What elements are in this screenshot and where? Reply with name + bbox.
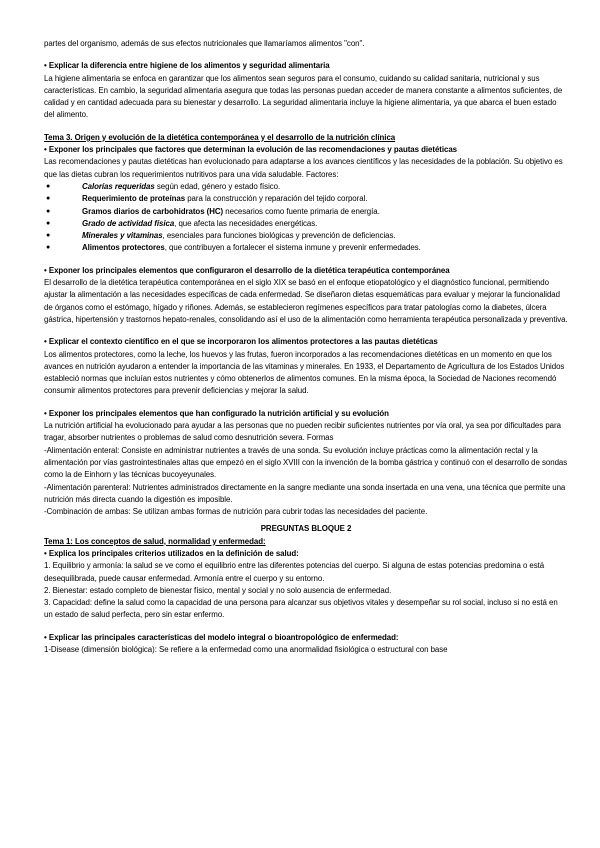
- answer-paragraph: Las recomendaciones y pautas dietéticas han evolucionado para adaptarse a los avances científicos y las necesidades de la población. Su objetivo es que las dietas cubran los requerimientos nutritivos para una vida saludable. Factores:: [44, 157, 563, 179]
- factor-text: , esenciales para funciones biológicas y prevención de deficiencias.: [162, 231, 396, 241]
- factor-term: Calorías requeridas: [82, 181, 155, 191]
- factor-text: , que afecta las necesidades energéticas.: [174, 218, 318, 228]
- factor-term: Requerimiento de proteínas: [82, 194, 186, 204]
- factors-list: [44, 181, 568, 255]
- question-heading: • Explicar las principales características del modelo integral o bioantropológico de enfermedad:: [44, 632, 399, 642]
- list-item: [44, 206, 568, 218]
- answer-paragraph: La nutrición artificial ha evolucionado para ayudar a las personas que no pueden recibir suficientes nutrientes por vía oral, ya sea por dificultades para tragar, absorber nutrientes o problemas de salud como desnutrición severa. Formas: [44, 421, 561, 443]
- factor-term: Minerales y vitaminas: [82, 231, 163, 241]
- factor-text: , que contribuyen a fortalecer el sistema inmune y prevenir enfermedades.: [164, 243, 421, 253]
- factor-text: necesarios como fuente primaria de energía.: [223, 206, 380, 216]
- factor-term: Alimentos protectores: [82, 243, 165, 253]
- document-page: [44, 38, 568, 656]
- model-point-1: [44, 644, 568, 656]
- model-text: : Se refiere a la enfermedad como una anormalidad fisiológica o estructural con base: [154, 645, 448, 655]
- section-heading-tema1: Tema 1: Los conceptos de salud, normalidad y enfermedad:: [44, 536, 266, 546]
- factor-text: según edad, género y estado físico.: [154, 181, 281, 191]
- paragraph-continuation: partes del organismo, además de sus efectos nutricionales que llamaríamos alimentos "con".: [44, 39, 365, 48]
- list-item: [44, 218, 568, 230]
- question-heading: • Explica los principales criterios utilizados en la definición de salud:: [44, 548, 299, 558]
- answer-paragraph: La higiene alimentaria se enfoca en garantizar que los alimentos sean seguros para el consumo, cuidando su calidad sanitaria, nutricional y sus características. En cambio, la seguridad alimentaria asegura que todas las personas puedan acceder de manera constante a alimentos suficientes, de calidad y en cantidad adecuada para su bienestar y desarrollo. La seguridad alimentaria incluye la higiene alimentaria, ya que abarca el buen estado del alimento.: [44, 73, 563, 120]
- list-item: [44, 242, 568, 254]
- list-item: [44, 230, 568, 242]
- answer-paragraph: Los alimentos protectores, como la leche, los huevos y las frutas, fueron incorporados a las recomendaciones dietéticas en un momento en que los avances en nutrición ayudaron a entender la importancia de las vitaminas y minerales. En 1933, el Departamento de Agricultura de los Estados Unidos estableció normas que incluían estos nutrientes y cómo obtenerlos de alimentos comunes. En la misma época, la Sociedad de Naciones recomendó consumir alimentos protectores para prevenir deficiencias y mejorar la salud.: [44, 349, 565, 396]
- factor-term: Gramos diarios de carbohidratos (HC): [82, 206, 224, 216]
- criterion-2: 2. Bienestar: estado completo de bienestar físico, mental y social y no solo ausencia de enfermedad.: [44, 585, 392, 595]
- section-heading-tema3: Tema 3. Origen y evolución de la dietética contemporánea y el desarrollo de la nutrición clínica: [44, 132, 396, 142]
- criterion-text: la salud se ve como el equilibrio entre las diferentes potencias del cuerpo. Si alguna de estas potencias predomina o está desequilibrada, puede causar enfermedad. Armonía entre el cuerpo y su entorno.: [44, 561, 545, 583]
- question-heading: • Exponer los principales elementos que configuraron el desarrollo de la dietética terapéutica contemporánea: [44, 265, 450, 275]
- criterion-3: 3. Capacidad: define la salud como la capacidad de una persona para alcanzar sus objetivos vitales y desempeñar su rol social, incluso si no está en un estado de salud perfecta, pero sin estar enfermo.: [44, 598, 558, 620]
- factor-text: para la construcción y reparación del tejido corporal.: [185, 194, 368, 204]
- criterion-1: [44, 560, 568, 585]
- factor-term: Grado de actividad física: [82, 218, 175, 228]
- answer-paragraph-enteral: -Alimentación enteral: Consiste en administrar nutrientes a través de una sonda. Su evolución incluye prácticas como la alimentación rectal y la alimentación por vías gastrointestinales altas que empezó en el siglo XVIII con la invención de la bomba gástrica y continuó con el desarrollo de sondas como la de Einhorn y las técnicas bucoyeyunales.: [44, 445, 568, 480]
- model-label: 1-Disease (dimensión biológica): [44, 645, 155, 655]
- question-heading: • Exponer los principales que factores que determinan la evolución de las recomendaciones y pautas dietéticas: [44, 145, 458, 155]
- answer-paragraph-combination: -Combinación de ambas: Se utilizan ambas formas de nutrición para cubrir todas las necesidades del paciente.: [44, 507, 428, 517]
- block-title: PREGUNTAS BLOQUE 2: [260, 524, 352, 534]
- question-heading: • Exponer los principales elementos que han configurado la nutrición artificial y su evolución: [44, 408, 389, 418]
- list-item: [44, 193, 568, 205]
- criterion-label: 1. Equilibrio y armonía:: [44, 561, 124, 571]
- question-heading: • Explicar la diferencia entre higiene de los alimentos y seguridad alimentaria: [44, 61, 330, 71]
- list-item: [44, 181, 568, 193]
- answer-paragraph: El desarrollo de la dietética terapéutica contemporánea en el siglo XIX se basó en el enfoque etiopatológico y el diagnóstico funcional, permitiendo ajustar la alimentación a las necesidades específicas de cada enfermedad. Se diseñaron dietas esquemáticas para evaluar y mejorar la funcionalidad de órganos como el estómago, hígado y riñones. Además, se establecieron regímenes específicos para tratar patologías como la diabetes, úlcera gástrica, hipertensión y trastornos hepato-renales, consolidando así el uso de la alimentación como herramienta terapéutica personalizada y preventiva.: [44, 278, 568, 324]
- answer-paragraph-parenteral: -Alimentación parenteral: Nutrientes administrados directamente en la sangre mediante una sonda insertada en una vena, una técnica que permite una nutrición más directa cuando la digestión es imposible.: [44, 482, 566, 504]
- question-heading: • Explicar el contexto científico en el que se incorporaron los alimentos protectores a las pautas dietéticas: [44, 337, 438, 347]
